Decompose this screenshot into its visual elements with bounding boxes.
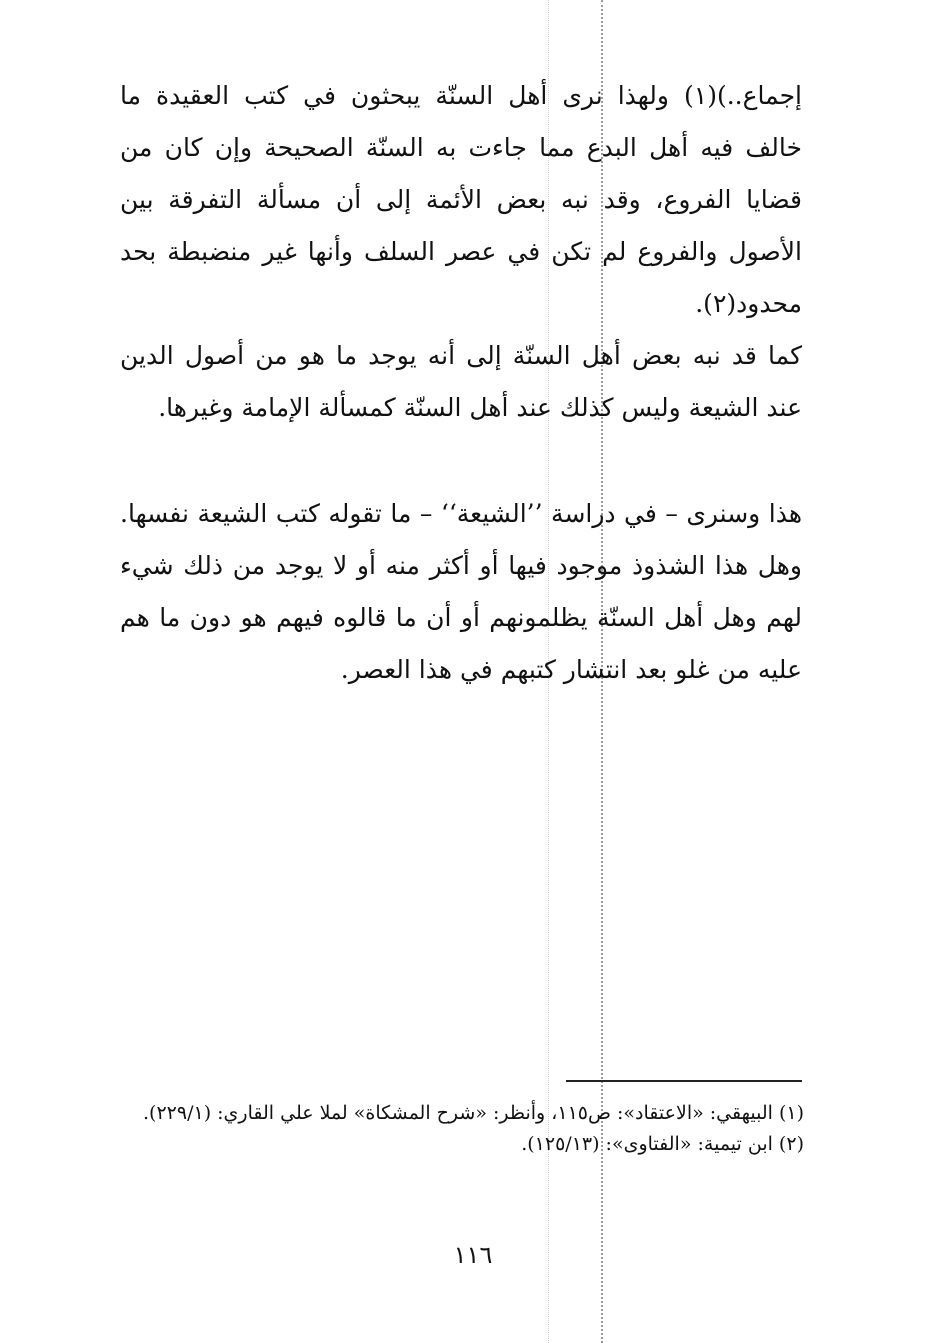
body-paragraph-2 [120, 330, 802, 434]
footnotes [130, 1098, 804, 1160]
footnote-2: (٢) ابن تيمية: «الفتاوى»: (١٢٥/١٣). [521, 1133, 804, 1155]
paragraph-text: كما قد نبه بعض أهل السنّة إلى أنه يوجد ما هو من أصول الدين عند الشيعة وليس كذلك عند أهل السنّة كمسألة الإمامة وغيرها. [120, 341, 802, 422]
body-paragraph-3 [120, 488, 802, 696]
paragraph-text: إجماع..)(١) ولهذا نرى أهل السنّة يبحثون في كتب العقيدة ما خالف فيه أهل البدع مما جاءت به السنّة الصحيحة وإن كان من قضايا الفروع، وقد نبه بعض الأئمة إلى أن مسألة التفرقة بين الأصول والفروع لم تكن في عصر السلف وأنها غير منضبطة بحد محدود(٢). [120, 81, 802, 318]
footnote-1: (١) البيهقي: «الاعتقاد»: ص١١٥، وأنظر: «شرح المشكاة» لملا علي القاري: (٢٢٩/١). [143, 1102, 804, 1124]
paragraph-text: هذا وسنرى – في دراسة ’’الشيعة‘‘ – ما تقوله كتب الشيعة نفسها. وهل هذا الشذوذ موجود فيها أو أكثر منه أو لا يوجد من ذلك شيء لهم وهل أهل السنّة يظلمونهم أو أن ما قالوه فيهم هو دون ما هم عليه من غلو بعد انتشار كتبهم في هذا العصر. [120, 499, 802, 684]
page-number: ١١٦ [453, 1241, 493, 1269]
body-paragraph-1 [120, 70, 802, 330]
footnote-separator [566, 1080, 802, 1082]
